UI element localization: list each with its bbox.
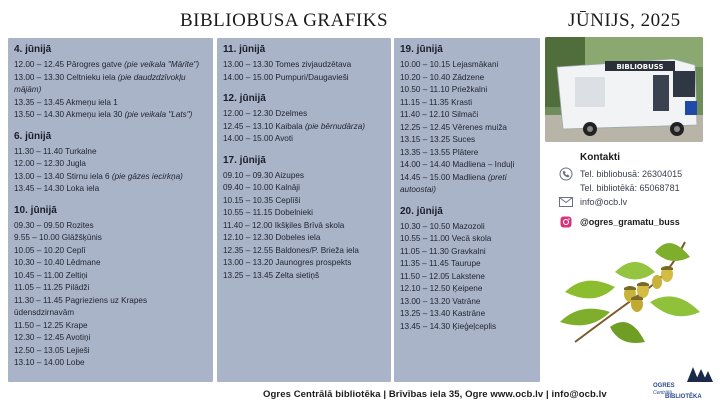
day-block [14, 205, 207, 370]
schedule-entry [400, 159, 534, 172]
schedule-entry [400, 134, 534, 147]
schedule-entry [400, 122, 534, 135]
day-block [14, 44, 207, 122]
schedule-entry [223, 245, 385, 258]
schedule-entry [14, 257, 207, 270]
schedule-entry [223, 207, 385, 220]
day-title: 10. jūnijā [14, 204, 57, 216]
schedule-entry [14, 146, 207, 159]
entry-text: 11.30 – 11.40 Turkalne [14, 146, 97, 156]
schedule-entry [14, 97, 207, 110]
entry-text: 14.45 – 15.00 Madliena [400, 172, 488, 182]
logo-line-3: BIBLIOTĒKA [665, 394, 702, 400]
entry-text: 13.25 – 13.45 Zelta sietiņš [223, 270, 320, 280]
day-title: 6. jūnijā [14, 130, 52, 142]
schedule-entry [14, 72, 207, 85]
schedule-entry [400, 84, 534, 97]
contacts-section [558, 152, 718, 229]
schedule-title: BIBLIOBUSA GRAFIKS [180, 10, 389, 31]
entry-text: 13.00 – 13.20 Vatrāne [400, 296, 481, 306]
schedule-entry [14, 320, 207, 333]
entry-text: 13.00 – 13.20 Jaunogres prospekts [223, 258, 352, 267]
entry-text: 13.25 – 13.40 Kastrāne [400, 309, 486, 318]
day-title: 20. jūnijā [400, 205, 443, 217]
entry-text: 12.25 – 12.45 Vērenes muiža [400, 122, 507, 132]
schedule-entry [14, 345, 207, 358]
entry-text: 14.00 – 14.40 Madliena – Induļi [400, 160, 515, 169]
entry-text: 10.55 – 11.15 Dobelnieki [223, 208, 313, 217]
entry-text: 11.05 – 11.30 Gravkalni [400, 246, 486, 256]
entry-text: 13.35 – 13.55 Plātere [400, 147, 479, 157]
entry-text: 13.00 – 13.40 Stirnu iela 6 [14, 171, 112, 181]
entry-text: 11.40 – 12.10 Silmači [400, 110, 479, 119]
phone-library-text[interactable]: Tel. bibliotēkā: 65068781 [580, 183, 680, 193]
day-title: 17. jūnijā [223, 154, 266, 166]
entry-text: 10.00 – 10.15 Lejasmākani [400, 60, 499, 69]
entry-text: 9.55 – 10.00 Glāžšķūnis [14, 233, 102, 242]
phone-bus-text[interactable]: Tel. bibliobusā: 26304015 [580, 169, 683, 179]
schedule-entry [14, 59, 207, 72]
day-block [223, 155, 385, 283]
entry-text: 14.00 – 15.00 Pumpuri/Daugavieši [223, 72, 349, 82]
entry-text: 12.10 – 12.50 Ķeipene [400, 284, 483, 293]
schedule-column-2 [217, 38, 391, 382]
schedule-entry [14, 109, 207, 122]
entry-text: 11.40 – 12.00 Ikšķiles Brīvā skola [223, 220, 345, 230]
schedule-entry [400, 246, 534, 259]
entry-text: 12.30 – 12.45 Avotiņi [14, 333, 91, 342]
instagram-handle[interactable]: @ogres_gramatu_buss [580, 217, 680, 227]
schedule-entry [400, 283, 534, 296]
schedule-column-1 [8, 38, 213, 382]
contact-instagram [558, 215, 718, 229]
contacts-title: Kontakti [580, 152, 620, 163]
schedule-entry [14, 332, 207, 345]
entry-text: 10.05 – 10.20 Ceplī [14, 245, 86, 255]
entry-text: 10.55 – 11.00 Vecā skola [400, 234, 492, 243]
schedule-entry [400, 184, 534, 197]
entry-text: 11.30 – 11.45 Pagrieziens uz Krapes ūdensdzirnavām [14, 295, 148, 317]
logo-line-2: Centrālā [653, 390, 672, 396]
entry-text: 11.05 – 11.25 Pilādži [14, 283, 90, 292]
schedule-entry [14, 232, 207, 245]
schedule-entry [400, 271, 534, 284]
schedule-entry [223, 270, 385, 283]
entry-text: 09.30 – 09.50 Rozites [14, 220, 94, 230]
schedule-entry [400, 147, 534, 160]
entry-text: 10.30 – 10.50 Mazozoli [400, 221, 485, 231]
entry-text: 10.15 – 10.35 Ceplīši [223, 195, 301, 205]
schedule-entry [14, 171, 207, 184]
bibliobus-photo [545, 37, 703, 142]
entry-text: 13.35 – 13.45 Akmeņu iela 1 [14, 97, 118, 107]
entry-text: 13.10 – 14.00 Lobe [14, 358, 85, 367]
schedule-entry [400, 308, 534, 321]
contact-phone-library [558, 181, 718, 195]
schedule-entry [14, 282, 207, 295]
schedule-entry [14, 357, 207, 370]
schedule-entry [223, 108, 385, 121]
schedule-entry [400, 72, 534, 85]
entry-text: 12.10 – 12.30 Dobeles iela [223, 233, 321, 242]
entry-text: 13.00 – 13.30 Tomes zivjaudzētava [223, 60, 352, 69]
library-logo [653, 365, 715, 401]
contact-email [558, 195, 718, 209]
entry-note: (pie veikala "Mārīte") [124, 60, 200, 69]
day-block [14, 131, 207, 196]
schedule-entry [223, 232, 385, 245]
entry-text: 13.00 – 13.30 Celtnieku iela [14, 72, 118, 82]
schedule-entry [223, 182, 385, 195]
contact-phone-bus [558, 167, 718, 181]
instagram-icon [558, 215, 574, 229]
oak-branch-illustration [555, 232, 705, 352]
entry-note: autoostai) [400, 185, 436, 194]
entry-text: 10.45 – 11.00 Zeltiņi [14, 270, 88, 280]
day-title: 19. jūnijā [400, 44, 443, 55]
day-title: 11. jūnijā [223, 44, 266, 55]
day-block [223, 93, 385, 146]
entry-text: 09.10 – 09.30 Aizupes [223, 170, 305, 180]
schedule-entry [14, 245, 207, 258]
email-link[interactable]: info@ocb.lv [580, 197, 628, 207]
day-title: 12. jūnijā [223, 93, 266, 104]
schedule-entry [223, 170, 385, 183]
entry-note: (pie bērnudārza) [304, 121, 366, 131]
entry-text: 10.50 – 11.10 Priežkalni [400, 85, 488, 94]
schedule-entry [223, 59, 385, 72]
entry-text: 13.45 – 14.30 Ķieģeļceplis [400, 321, 497, 331]
schedule-entry [400, 97, 534, 110]
entry-note: (preti [487, 172, 507, 182]
day-block [400, 206, 534, 334]
entry-text: 11.50 – 12.05 Lakstene [400, 271, 485, 281]
entry-note: mājām) [14, 85, 42, 94]
schedule-column-3 [394, 38, 540, 382]
day-block [223, 44, 385, 84]
entry-text: 12.00 – 12.30 Jugla [14, 159, 86, 168]
phone-icon [558, 167, 574, 181]
schedule-entry [400, 258, 534, 271]
footer-address: Ogres Centrālā bibliotēka | Brīvības iela 35, Ogre www.ocb.lv | info@ocb.lv [263, 389, 607, 400]
envelope-icon [558, 195, 574, 209]
schedule-entry [14, 295, 207, 320]
entry-note: (pie gāzes iecirkņa) [111, 171, 183, 181]
entry-text: 11.35 – 11.45 Taurupe [400, 259, 481, 268]
entry-text: 12.45 – 13.10 Kaibala [223, 121, 305, 131]
logo-line-1: OGRES [653, 383, 675, 389]
schedule-entry [14, 158, 207, 171]
entry-text: 13.15 – 13.25 Suces [400, 135, 476, 144]
entry-text: 09.40 – 10.00 Kalnāji [223, 183, 300, 192]
entry-note: (pie daudzdzīvokļu [117, 72, 186, 82]
schedule-entry [400, 109, 534, 122]
schedule-entry [400, 233, 534, 246]
trees-icon [653, 365, 715, 383]
month-title: JŪNIJS, 2025 [568, 10, 681, 31]
entry-text: 13.45 – 14.30 Loka iela [14, 184, 100, 193]
entry-text: 10.20 – 10.40 Zādzene [400, 72, 485, 82]
entry-text: 10.30 – 10.40 Lēdmane [14, 258, 101, 267]
day-title: 4. jūnijā [14, 44, 52, 55]
entry-text: 13.50 – 14.30 Akmeņu iela 30 [14, 110, 125, 119]
schedule-entry [400, 321, 534, 334]
schedule-entry [400, 221, 534, 234]
schedule-entry [14, 270, 207, 283]
schedule-entry [223, 72, 385, 85]
entry-text: 11.50 – 12.25 Krape [14, 320, 88, 330]
entry-text: 12.00 – 12.45 Pārogres gatve [14, 60, 125, 69]
entry-text: 14.00 – 15.00 Avoti [223, 134, 293, 143]
day-block [400, 44, 534, 197]
schedule-entry [223, 121, 385, 134]
bus-sign: BIBLIOBUSS [616, 63, 664, 71]
entry-text: 12.35 – 12.55 Baldones/P. Brieža iela [223, 245, 359, 255]
schedule-entry [14, 84, 207, 97]
schedule-entry [400, 172, 534, 185]
schedule-entry [223, 220, 385, 233]
schedule-entry [14, 183, 207, 196]
schedule-entry [400, 59, 534, 72]
entry-text: 11.15 – 11.35 Krasti [400, 97, 473, 107]
schedule-entry [223, 257, 385, 270]
schedule-entry [223, 133, 385, 146]
schedule-entry [223, 195, 385, 208]
entry-text: 12.00 – 12.30 Dzelmes [223, 109, 308, 118]
schedule-entry [14, 220, 207, 233]
schedule-entry [400, 296, 534, 309]
entry-note: (pie veikala "Lats") [124, 110, 193, 119]
entry-text: 12.50 – 13.05 Lejieši [14, 345, 90, 355]
